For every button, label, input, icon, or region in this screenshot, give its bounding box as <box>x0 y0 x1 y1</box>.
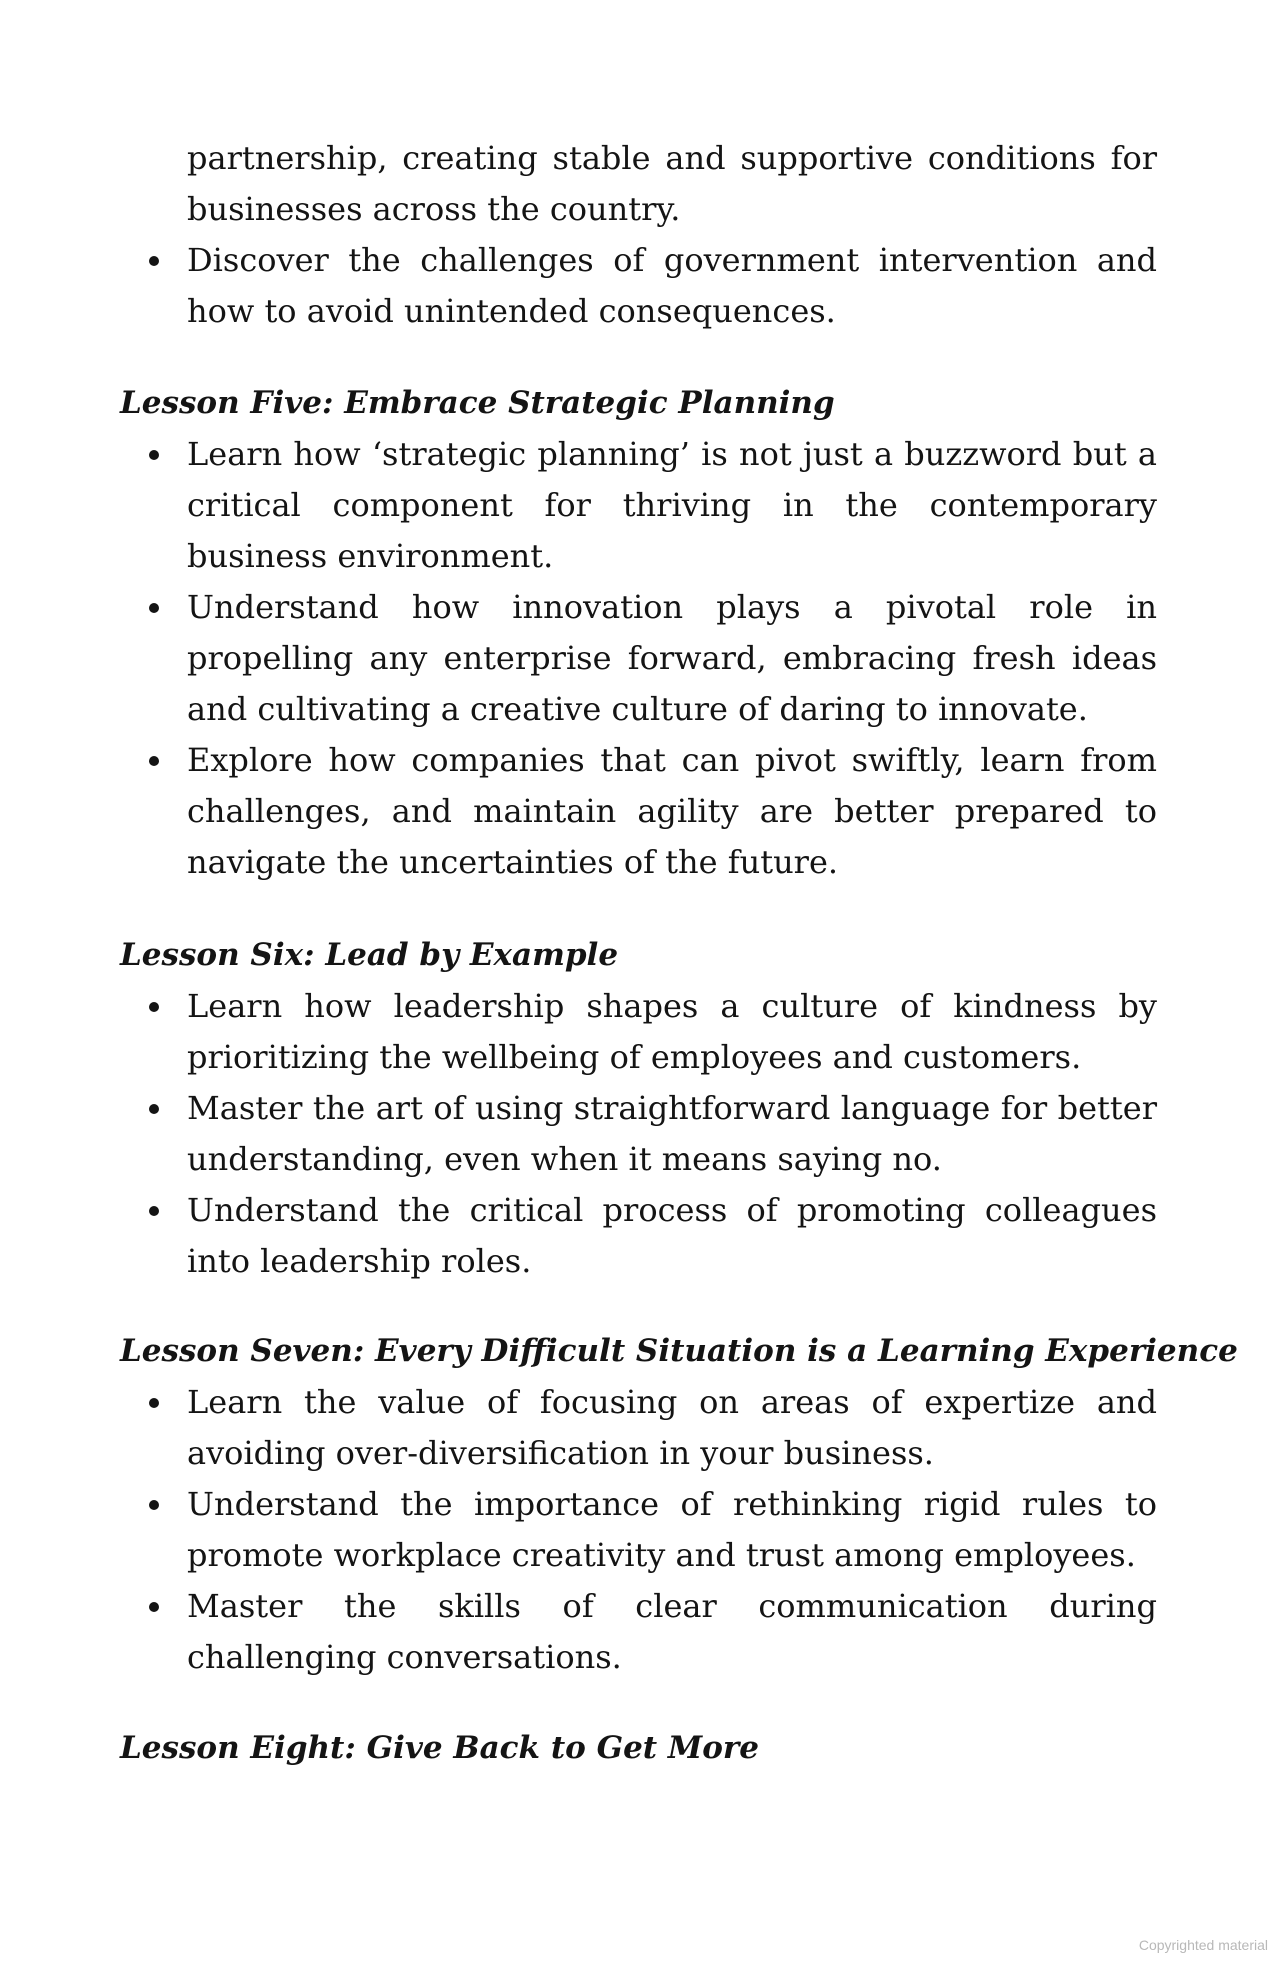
bullet-dot-icon <box>149 450 159 460</box>
bullet-text: Learn how ‘strategic planning’ is not just a buzzword but a critical component for thriving in the contemporary business environment. <box>187 435 1157 575</box>
continued-section <box>120 133 1160 337</box>
bullet-item <box>187 981 1157 1083</box>
bullet-text: Learn the value of focusing on areas of expertize and avoiding over-diversification in your business. <box>187 1383 1157 1472</box>
bullet-text: Master the art of using straightforward language for better understanding, even when it means saying no. <box>187 1089 1157 1178</box>
copyright-watermark: Copyrighted material <box>1138 1937 1268 1953</box>
bullet-item <box>187 1185 1157 1287</box>
bullet-dot-icon <box>149 1398 159 1408</box>
bullet-text: Discover the challenges of government intervention and how to avoid unintended consequences. <box>187 241 1157 330</box>
bullet-text: Master the skills of clear communication during challenging conversations. <box>187 1587 1157 1676</box>
lesson-bullet-list <box>120 981 1157 1287</box>
lesson-bullet-list <box>120 1377 1157 1683</box>
bullet-dot-icon <box>149 1602 159 1612</box>
continued-bullet-list <box>120 235 1157 337</box>
bullet-text: Understand the importance of rethinking rigid rules to promote workplace creativity and trust among employees. <box>187 1485 1157 1574</box>
bullet-item <box>187 735 1157 888</box>
lesson-seven <box>120 1326 1238 1683</box>
bullet-dot-icon <box>149 1104 159 1114</box>
bullet-item <box>187 1377 1157 1479</box>
continued-paragraph: partnership, creating stable and supportive conditions for businesses across the country. <box>187 139 1157 228</box>
bullet-text: Learn how leadership shapes a culture of kindness by prioritizing the wellbeing of employees and customers. <box>187 987 1157 1076</box>
bullet-item <box>187 1479 1157 1581</box>
bullet-dot-icon <box>149 1206 159 1216</box>
lesson-title: Lesson Six: Lead by Example <box>120 937 619 973</box>
bullet-item <box>187 1083 1157 1185</box>
lesson-five <box>120 378 1160 888</box>
lesson-title: Lesson Eight: Give Back to Get More <box>120 1730 759 1766</box>
lesson-title: Lesson Seven: Every Difficult Situation is a Learning Experience <box>120 1333 1238 1369</box>
lesson-title: Lesson Five: Embrace Strategic Planning <box>120 385 835 421</box>
bullet-item <box>187 235 1157 337</box>
lesson-bullet-list <box>120 429 1157 888</box>
bullet-dot-icon <box>149 603 159 613</box>
bullet-dot-icon <box>149 1002 159 1012</box>
bullet-item <box>187 1581 1157 1683</box>
bullet-item <box>187 429 1157 582</box>
bullet-dot-icon <box>149 256 159 266</box>
bullet-dot-icon <box>149 1500 159 1510</box>
bullet-item <box>187 582 1157 735</box>
bullet-text: Understand how innovation plays a pivotal role in propelling any enterprise forward, embracing fresh ideas and cultivating a creative culture of daring to innovate. <box>187 588 1157 728</box>
lesson-six <box>120 930 1160 1287</box>
bullet-text: Explore how companies that can pivot swiftly, learn from challenges, and maintain agility are better prepared to navigate the uncertainties of the future. <box>187 741 1157 881</box>
bullet-text: Understand the critical process of promoting colleagues into leadership roles. <box>187 1191 1157 1280</box>
lesson-eight <box>120 1723 1160 1774</box>
bullet-dot-icon <box>149 756 159 766</box>
